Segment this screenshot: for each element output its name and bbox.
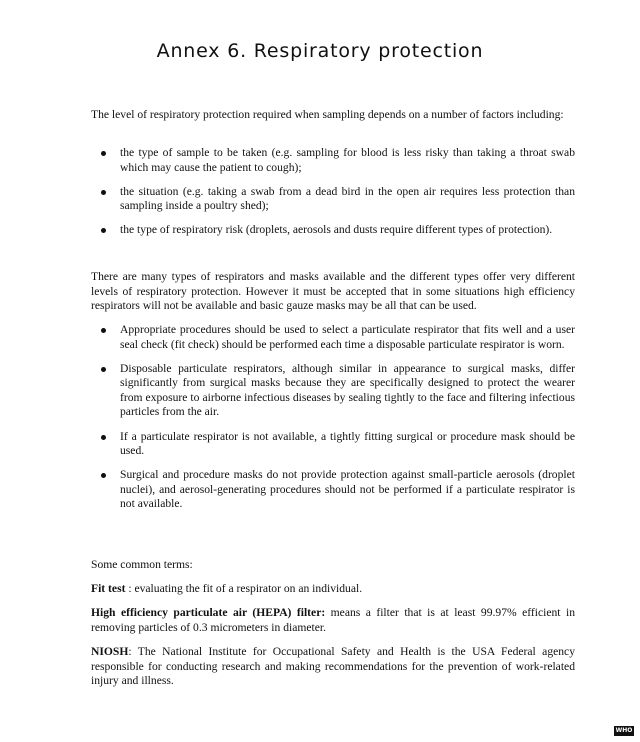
list-item-text: the situation (e.g. taking a swab from a dead bird in the open air requires less protection than sampling inside a poultry shed); xyxy=(120,184,575,213)
list-item xyxy=(91,185,575,214)
term-name: High efficiency particulate air (HEPA) filter: xyxy=(91,606,326,619)
terms-heading: Some common terms: xyxy=(91,558,193,571)
list-item-text: the type of sample to be taken (e.g. sampling for blood is less risky than taking a throat swab which may cause the patient to cough); xyxy=(120,146,575,174)
who-watermark-logo: WHO xyxy=(615,727,633,734)
term-name: Fit test xyxy=(91,582,126,595)
bullet-icon xyxy=(101,367,106,372)
term-definition: means a filter that is at least 99.97% efficient in removing particles of 0.3 micrometers in diameter. xyxy=(91,606,575,634)
term-fit-test xyxy=(91,582,575,597)
types-paragraph: There are many types of respirators and masks available and the different types offer very different levels of respiratory protection. However it must be accepted that in some situations high efficiency respirators will not be available and basic gauze masks may be all that can be used. xyxy=(91,270,575,313)
bullet-icon xyxy=(101,328,106,333)
list-item-text: the type of respiratory risk (droplets, aerosols and dusts require different types of protection). xyxy=(120,223,553,237)
list-item-text: If a particulate respirator is not available, a tightly fitting surgical or procedure mask should be used. xyxy=(120,429,575,458)
list-item xyxy=(91,430,575,459)
term-hepa xyxy=(91,606,575,635)
bullet-icon xyxy=(101,228,106,233)
list-item-text: Surgical and procedure masks do not provide protection against small-particle aerosols (droplet nuclei), and aerosol-generating procedures should not be performed if a particulate respirator is not available. xyxy=(120,468,575,511)
bullet-icon xyxy=(101,435,106,440)
factors-list xyxy=(91,146,575,247)
bullet-icon xyxy=(101,190,106,195)
list-item-text: Appropriate procedures should be used to select a particulate respirator that fits well and a user seal check (fit check) should be performed each time a disposable particulate respirator is worn. xyxy=(120,323,575,351)
list-item xyxy=(91,146,575,175)
list-item xyxy=(91,323,575,352)
list-item xyxy=(91,468,575,512)
page-title: Annex 6. Respiratory protection xyxy=(156,40,484,62)
intro-paragraph: The level of respiratory protection required when sampling depends on a number of factors including: xyxy=(91,108,564,121)
term-name: NIOSH xyxy=(91,645,129,658)
list-item xyxy=(91,362,575,420)
bullet-icon xyxy=(101,151,106,156)
bullet-icon xyxy=(101,473,106,478)
term-definition: : evaluating the fit of a respirator on an individual. xyxy=(125,582,363,595)
guidance-list xyxy=(91,323,575,522)
list-item xyxy=(91,223,575,238)
term-niosh xyxy=(91,645,575,689)
term-definition: : The National Institute for Occupational Safety and Health is the USA Federal agency responsible for conducting research and making recommendations for the prevention of work-related injury and illness. xyxy=(91,645,575,688)
list-item-text: Disposable particulate respirators, although similar in appearance to surgical masks, differ significantly from surgical masks because they are specifically designed to protect the wearer from exposure to airborne infectious diseases by sealing tightly to the face and filtering infectious particles from the air. xyxy=(120,361,575,419)
